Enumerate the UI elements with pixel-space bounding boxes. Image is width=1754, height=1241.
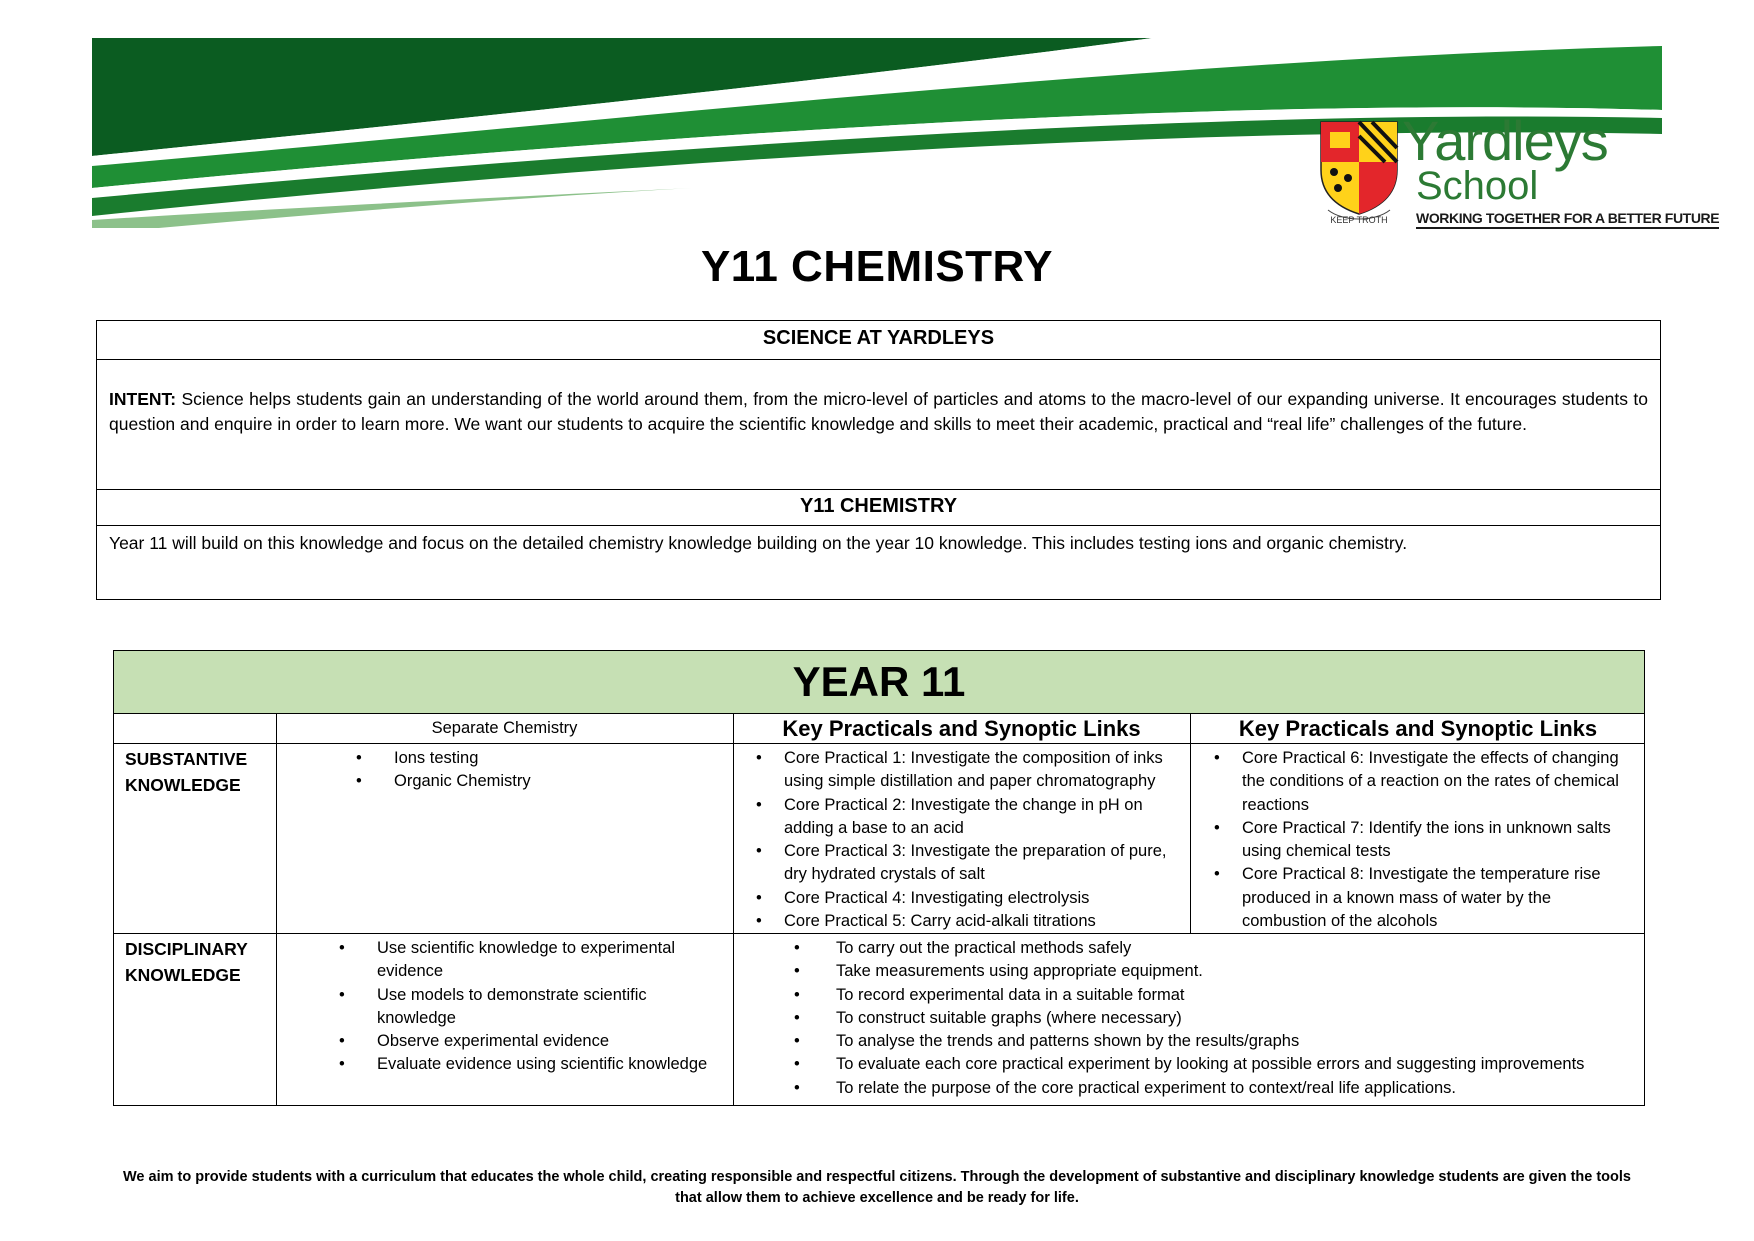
list-item [782,1077,1632,1100]
disciplinary-practicals-list [782,937,1632,1100]
list-item-text: To record experimental data in a suitable format [836,985,1185,1004]
substantive-practicals-b-list [1202,747,1638,933]
list-item [744,747,1184,794]
list-item [1202,747,1638,817]
page-title: Y11 CHEMISTRY [700,242,1054,291]
column-header-separate: Separate Chemistry [431,719,578,737]
list-item-text: Organic Chemistry [394,772,531,791]
bullet-icon: • [794,1078,800,1097]
crest-motto: KEEP TROTH [1330,215,1388,225]
list-item [1202,863,1638,933]
list-item-text: Observe experimental evidence [377,1032,610,1051]
list-item-text: Core Practical 5: Carry acid-alkali titrations [784,912,1096,931]
list-item-text: To evaluate each core practical experiment by looking at possible errors and suggesting improvements [836,1055,1585,1074]
bullet-icon: • [756,888,762,907]
list-item-text: Take measurements using appropriate equipment. [836,962,1203,981]
bullet-icon: • [756,749,762,767]
list-item-text: To carry out the practical methods safely [836,939,1132,957]
intro-table [96,320,1661,600]
intro-heading: SCIENCE AT YARDLEYS [762,327,995,349]
list-item-text: Core Practical 7: Identify the ions in unknown salts using chemical tests [1242,818,1611,861]
intent-label: INTENT: [109,389,177,409]
bullet-icon: • [794,939,800,957]
bullet-icon: • [794,1055,800,1074]
list-item [744,794,1184,841]
list-item [327,937,722,984]
list-item-text: Evaluate evidence using scientific knowledge [377,1055,708,1074]
row-label-disciplinary: DISCIPLINARY KNOWLEDGE [125,939,248,985]
bullet-icon: • [339,1055,345,1074]
bullet-icon: • [339,1032,345,1051]
list-item [744,910,1184,933]
school-logo [1402,109,1720,237]
row-label-substantive: SUBSTANTIVE KNOWLEDGE [125,749,248,795]
list-item [327,1053,722,1076]
list-item [327,984,722,1031]
bullet-icon: • [1214,749,1220,767]
list-item-text: Core Practical 1: Investigate the composition of inks using simple distillation and paper chromatography [784,749,1163,791]
disciplinary-separate-list [327,937,722,1077]
list-item-text: Core Practical 6: Investigate the effects of changing the conditions of a reaction on the rates of chemical reactions [1242,749,1619,814]
list-item-text: Core Practical 4: Investigating electrolysis [784,888,1090,907]
substantive-practicals-a-list [744,747,1184,933]
year-title: YEAR 11 [792,658,966,705]
bullet-icon: • [794,985,800,1004]
list-item [782,960,1632,983]
list-item [1202,817,1638,864]
bullet-icon: • [794,962,800,981]
list-item-text: To relate the purpose of the core practical experiment to context/real life applications. [836,1078,1457,1097]
list-item [327,1030,722,1053]
list-item [344,747,714,770]
intent-paragraph [109,387,1648,437]
list-item [344,770,714,793]
bullet-icon: • [1214,865,1220,884]
list-item-text: Core Practical 2: Investigate the change in pH on adding a base to an acid [784,795,1143,837]
school-crest-logo [1318,118,1400,228]
year-title-row [114,651,1644,714]
bullet-icon: • [339,985,345,1004]
year-table [113,650,1645,1106]
bullet-icon: • [356,749,362,767]
bullet-icon: • [756,795,762,814]
intro-subheading: Y11 CHEMISTRY [799,495,958,517]
list-item [782,1007,1632,1030]
list-item-text: Core Practical 8: Investigate the temperature rise produced in a known mass of water by the combustion of the alcohols [1242,865,1601,931]
bullet-icon: • [794,1008,800,1027]
list-item [782,984,1632,1007]
y11-paragraph: Year 11 will build on this knowledge and focus on the detailed chemistry knowledge building on the year 10 knowledge. This includes testing ions and organic chemistry. [109,533,1408,553]
bullet-icon: • [756,842,762,861]
school-name: Yardleys [1402,109,1608,172]
list-item-text: Core Practical 3: Investigate the preparation of pure, dry hydrated crystals of salt [784,842,1167,884]
list-item-text: Use models to demonstrate scientific knowledge [377,985,647,1027]
list-item-text: Ions testing [394,749,479,767]
substantive-separate-list [344,747,714,794]
bullet-icon: • [339,939,345,957]
school-suffix: School [1416,164,1539,208]
column-header-practicals-a: Key Practicals and Synoptic Links [782,716,1141,741]
list-item [782,1030,1632,1053]
list-item [744,887,1184,910]
list-item [782,937,1632,960]
column-header-practicals-b: Key Practicals and Synoptic Links [1238,716,1598,741]
list-item [782,1053,1632,1076]
bullet-icon: • [1214,818,1220,837]
list-item-text: To analyse the trends and patterns shown by the results/graphs [836,1032,1300,1051]
bullet-icon: • [794,1032,800,1051]
bullet-icon: • [756,912,762,931]
footer-statement: We aim to provide students with a curriculum that educates the whole child, creating responsible and respectful citizens. Through the development of substantive and disciplinary knowledge students are given the tools that allow them to achieve excellence and be ready for life. [122,1169,1631,1206]
list-item-text: To construct suitable graphs (where necessary) [836,1008,1182,1027]
list-item-text: Use scientific knowledge to experimental evidence [377,939,676,981]
bullet-icon: • [356,772,362,791]
list-item [744,840,1184,887]
intent-text: Science helps students gain an understanding of the world around them, from the micro-level of particles and atoms to the macro-level of our expanding universe. It encourages students to question and enquire in order to learn more. We want our students to acquire the scientific knowledge and skills to meet their academic, practical and “real life” challenges of the future. [109,389,1648,434]
school-tagline: WORKING TOGETHER FOR A BETTER FUTURE [1416,210,1719,229]
